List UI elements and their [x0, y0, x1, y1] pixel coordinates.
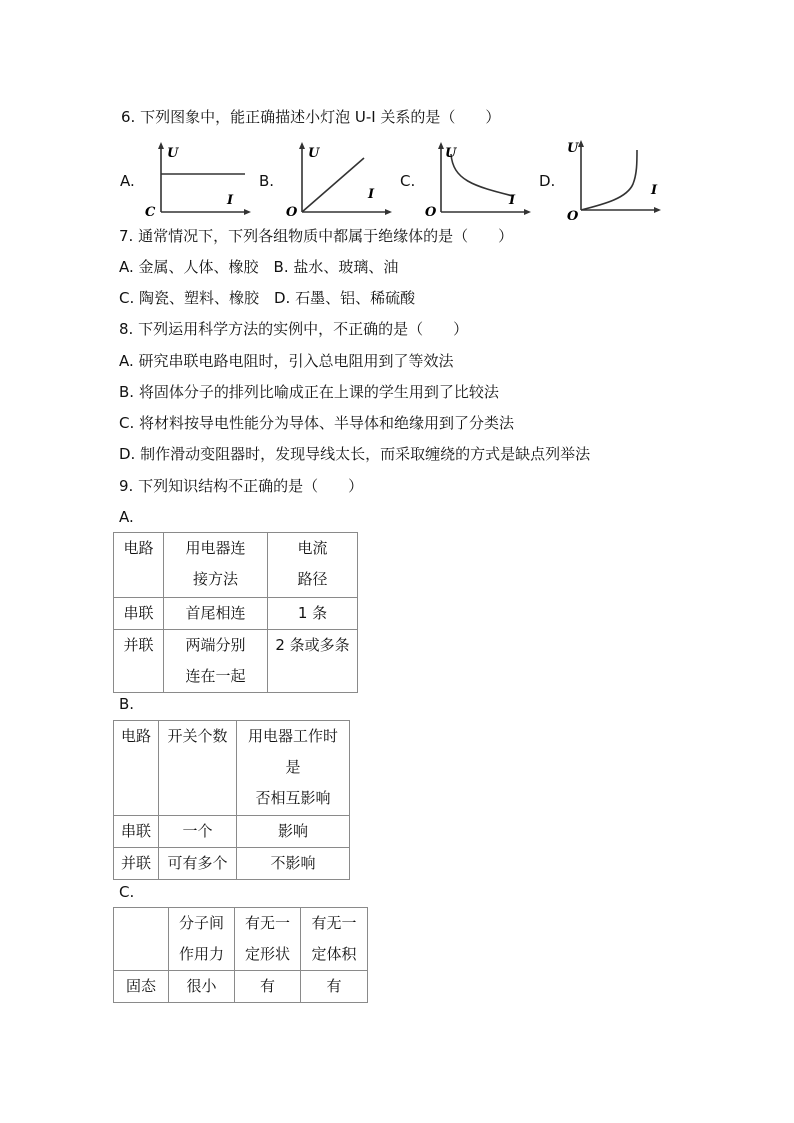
graph-d-y-label: U [567, 141, 579, 156]
table-b-parallel-label: 并联 [120, 854, 151, 872]
table-b-parallel-influence: 不影响 [270, 854, 316, 872]
q6-graph-b [284, 140, 394, 218]
question-8-option-b: B. 将固体分子的排列比喻成正在上课的学生用到了比较法 [119, 383, 499, 401]
table-a-series-path: 1 条 [297, 604, 328, 622]
table-c-header-shape-line1: 有无一 [244, 914, 290, 932]
graph-b-y-label: U [308, 146, 320, 161]
table-c [113, 907, 368, 1003]
table-b-header-influence-line1: 用电器工作时 [247, 727, 338, 745]
table-c-solid-shape: 有 [259, 977, 275, 995]
table-a-parallel-label: 并联 [123, 636, 154, 654]
table-b-header-influence-line3: 否相互影响 [255, 789, 331, 807]
question-7-options-cd: C. 陶瓷、塑料、橡胶 D. 石墨、铝、稀硫酸 [119, 289, 416, 307]
question-8-text: 8. 下列运用科学方法的实例中，不正确的是（ ） [119, 320, 469, 338]
question-9-option-c-label: C. [119, 883, 135, 901]
table-c-header-volume-line2: 定体积 [311, 945, 357, 963]
table-c-header-force-line2: 作用力 [178, 945, 224, 963]
table-a-header-path-line2: 路径 [297, 570, 328, 588]
table-b-series-label: 串联 [120, 822, 151, 840]
table-c-solid-label: 固态 [125, 977, 156, 995]
q6-option-c-label: C. [400, 172, 416, 190]
table-b-header-switches: 开关个数 [167, 727, 228, 745]
q6-graph-d [565, 138, 665, 222]
table-a-series-label: 串联 [123, 604, 154, 622]
graph-d-x-label: I [651, 183, 658, 198]
graph-c-x-label: I [509, 193, 516, 208]
table-b-header-circuit: 电路 [120, 727, 151, 745]
table-b-series-switches: 一个 [182, 822, 213, 840]
graph-b-x-label: I [368, 187, 375, 202]
q6-option-b-label: B. [259, 172, 275, 190]
table-c-header-shape-line2: 定形状 [244, 945, 290, 963]
graph-c-y-label: U [445, 146, 457, 161]
question-8-option-d: D. 制作滑动变阻器时，发现导线太长，而采取缠绕的方式是缺点列举法 [119, 445, 591, 463]
table-c-header-force-line1: 分子间 [178, 914, 224, 932]
question-7-options-ab: A. 金属、人体、橡胶 B. 盐水、玻璃、油 [119, 258, 399, 276]
table-a-header-path-line1: 电流 [297, 539, 328, 557]
q6-graph-a [143, 140, 253, 218]
table-c-header-volume-line1: 有无一 [311, 914, 357, 932]
table-c-solid-force: 很小 [186, 977, 217, 995]
table-a-series-connection: 首尾相连 [185, 604, 246, 622]
question-8-option-a: A. 研究串联电路电阻时，引入总电阻用到了等效法 [119, 352, 454, 370]
q6-graph-c [423, 140, 533, 218]
q6-option-d-label: D. [539, 172, 556, 190]
graph-a-x-label: I [227, 193, 234, 208]
table-a-header-connection-line1: 用电器连 [185, 539, 246, 557]
question-7-text: 7. 通常情况下，下列各组物质中都属于绝缘体的是（ ） [119, 227, 514, 245]
table-a-parallel-path: 2 条或多条 [275, 636, 350, 654]
question-9-text: 9. 下列知识结构不正确的是（ ） [119, 477, 364, 495]
table-b-header-influence-line2: 是 [285, 758, 301, 776]
q6-option-a-label: A. [120, 172, 135, 190]
graph-d-origin-label: O [567, 209, 579, 222]
table-b-parallel-switches: 可有多个 [167, 854, 228, 872]
table-a-parallel-connection-line1: 两端分别 [185, 636, 246, 654]
question-8-option-c: C. 将材料按导电性能分为导体、半导体和绝缘用到了分类法 [119, 414, 515, 432]
table-b [113, 720, 350, 880]
table-a-header-connection-line2: 接方法 [192, 570, 238, 588]
question-6-text: 6. 下列图象中，能正确描述小灯泡 U-I 关系的是（ ） [121, 108, 501, 126]
question-9-option-a-label: A. [119, 508, 134, 526]
table-a-parallel-connection-line2: 连在一起 [185, 667, 246, 685]
question-9-option-b-label: B. [119, 695, 135, 713]
graph-c-origin-label: O [425, 205, 437, 218]
table-b-series-influence: 影响 [277, 822, 308, 840]
graph-b-origin-label: O [286, 205, 298, 218]
table-a [113, 532, 358, 693]
table-c-solid-volume: 有 [326, 977, 342, 995]
graph-a-y-label: U [167, 146, 179, 161]
table-a-header-circuit: 电路 [123, 539, 154, 557]
graph-a-origin-label: C [145, 205, 156, 218]
